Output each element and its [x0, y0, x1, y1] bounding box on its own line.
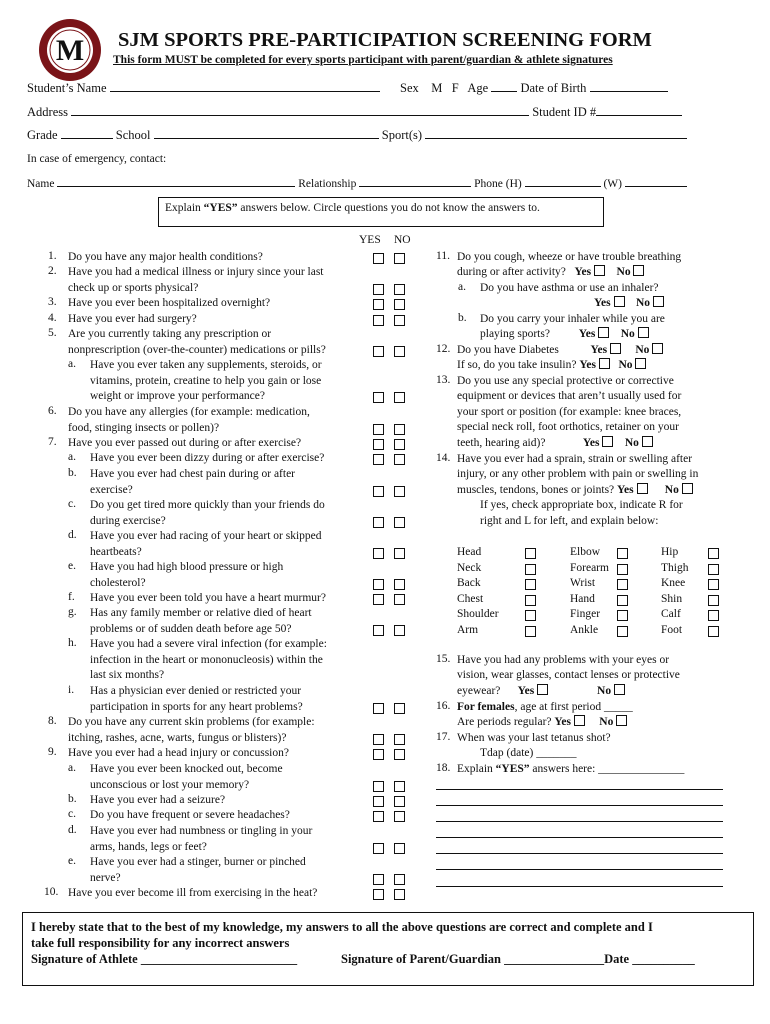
question-yes-checkbox[interactable] [373, 811, 384, 822]
phone-h-label: Phone (H) [474, 178, 522, 190]
q15-no-checkbox[interactable] [614, 684, 625, 695]
q12-yes-checkbox[interactable] [610, 343, 621, 354]
question-no-checkbox[interactable] [394, 734, 405, 745]
question-text: Has a physician ever denied or restricted your [90, 685, 302, 697]
contact-name-label: Name [27, 178, 55, 190]
body-part-checkbox[interactable] [617, 548, 628, 559]
q14-line-3: muscles, tendons, bones or joints? [457, 484, 615, 496]
question-no-checkbox[interactable] [394, 781, 405, 792]
body-part-label: Calf [661, 608, 681, 620]
body-part-checkbox[interactable] [708, 595, 719, 606]
relationship-label: Relationship [298, 178, 357, 190]
question-yes-checkbox[interactable] [373, 594, 384, 605]
answer-line[interactable] [436, 886, 723, 887]
question-number: b. [68, 467, 77, 479]
age-field[interactable] [491, 80, 517, 92]
phone-w-label: (W) [603, 178, 622, 190]
certification-line-2: take full responsibility for any incorrect answers [31, 936, 290, 950]
question-yes-checkbox[interactable] [373, 781, 384, 792]
body-part-label: Thigh [661, 561, 689, 574]
question-number: d. [68, 529, 77, 541]
q11b-text: Do you carry your inhaler while you are [480, 313, 665, 325]
q11b-text-2: playing sports? [480, 328, 550, 340]
question-number: g. [68, 606, 77, 618]
question-yes-checkbox[interactable] [373, 315, 384, 326]
question-no-checkbox[interactable] [394, 392, 405, 403]
sex-f-option[interactable]: F [451, 81, 459, 95]
age-label: Age [467, 81, 489, 95]
question-number: i. [68, 684, 75, 696]
question-number: b. [68, 793, 77, 805]
body-part-label: Neck [457, 561, 482, 574]
question-text: unconscious or lost your memory? [90, 778, 250, 791]
q13-line-2: equipment or devices that aren’t usually used for [457, 390, 682, 402]
q11b-number: b. [458, 312, 467, 324]
question-number: 8. [48, 715, 57, 727]
q12-insulin-yes-checkbox[interactable] [599, 358, 610, 369]
question-text: last six months? [90, 669, 165, 681]
body-part-label: Shin [661, 592, 683, 605]
phone-w-field[interactable] [625, 175, 687, 187]
q11a-yes-label: Yes [594, 297, 611, 309]
body-part-checkbox[interactable] [525, 564, 536, 575]
q11-yes-checkbox[interactable] [594, 265, 605, 276]
dob-field[interactable] [590, 80, 668, 92]
q12-no-checkbox[interactable] [652, 343, 663, 354]
q11a-no-label: No [636, 297, 651, 309]
question-no-checkbox[interactable] [394, 517, 405, 528]
q11a-yes-checkbox[interactable] [614, 296, 625, 307]
question-no-checkbox[interactable] [394, 346, 405, 357]
question-text: participation in sports for any heart problems? [90, 700, 303, 713]
body-part-checkbox[interactable] [708, 564, 719, 575]
parent-signature-field[interactable]: Signature of Parent/Guardian ________________Date __________ [341, 952, 695, 966]
question-yes-checkbox[interactable] [373, 346, 384, 357]
question-text: Have you ever had racing of your heart or skipped [90, 530, 322, 542]
body-part-checkbox[interactable] [708, 626, 719, 637]
question-yes-checkbox[interactable] [373, 284, 384, 295]
no-header: NO [394, 234, 411, 246]
yes-header: YES [359, 234, 381, 246]
question-number: 1. [48, 250, 57, 262]
q11-number: 11. [436, 250, 450, 262]
explain-suffix: answers below. Circle questions you do not know the answers to. [237, 202, 540, 214]
question-text: Are you currently taking any prescription or [68, 328, 272, 340]
question-text: Have you ever had surgery? [68, 313, 197, 325]
emergency-label: In case of emergency, contact: [27, 153, 167, 165]
question-yes-checkbox[interactable] [373, 625, 384, 636]
q14-yes-checkbox[interactable] [637, 483, 648, 494]
answer-line[interactable] [436, 869, 723, 870]
q16-yes-label: Yes [554, 716, 572, 728]
question-number: e. [68, 855, 76, 867]
q14-yes-label: Yes [617, 484, 634, 496]
q11b-no-label: No [620, 328, 635, 340]
q13-yes-checkbox[interactable] [602, 436, 613, 447]
q17-line-2: Tdap (date) _______ [480, 747, 577, 759]
question-no-checkbox[interactable] [394, 253, 405, 264]
body-part-label: Head [457, 546, 482, 558]
body-part-checkbox[interactable] [617, 595, 628, 606]
question-number: c. [68, 498, 76, 510]
question-yes-checkbox[interactable] [373, 703, 384, 714]
q15-line-1: Have you had any problems with your eyes or [457, 654, 670, 666]
q16-females-label: For females [457, 701, 515, 713]
body-part-label: Chest [457, 592, 484, 605]
address-field[interactable] [71, 104, 529, 116]
answer-line[interactable] [436, 837, 723, 838]
question-no-checkbox[interactable] [394, 548, 405, 559]
question-number: 2. [48, 265, 57, 277]
q15-number: 15. [436, 653, 451, 665]
q12-text-2: If so, do you take insulin? [457, 359, 577, 371]
question-yes-checkbox[interactable] [373, 548, 384, 559]
q18-suffix: answers here: _______________ [529, 763, 685, 775]
question-number: 10. [44, 886, 59, 898]
question-text: infection in the heart or mononucleosis) within the [90, 653, 323, 666]
question-number: d. [68, 824, 77, 836]
question-number: a. [68, 451, 76, 463]
athlete-signature-field[interactable]: Signature of Athlete _________________________ [31, 952, 298, 966]
dob-label: Date of Birth [520, 81, 587, 95]
question-no-checkbox[interactable] [394, 299, 405, 310]
q13-no-checkbox[interactable] [642, 436, 653, 447]
question-text: Have you had a medical illness or injury since your last [68, 266, 324, 278]
q15-yes-label: Yes [517, 685, 535, 697]
q11-no-label: No [616, 266, 631, 278]
question-yes-checkbox[interactable] [373, 749, 384, 760]
grade-label: Grade [27, 128, 58, 142]
q16-no-label: No [599, 716, 614, 728]
question-number: 9. [48, 746, 57, 758]
question-text: Have you ever had a stinger, burner or pinched [90, 856, 306, 868]
question-text: Have you ever been dizzy during or after exercise? [90, 452, 325, 464]
q16-no-checkbox[interactable] [616, 715, 627, 726]
question-yes-checkbox[interactable] [373, 734, 384, 745]
question-no-checkbox[interactable] [394, 796, 405, 807]
question-number: 5. [48, 327, 57, 339]
question-yes-checkbox[interactable] [373, 517, 384, 528]
body-part-checkbox[interactable] [525, 595, 536, 606]
q11-yes-label: Yes [574, 266, 592, 278]
explain-yes: “YES” [203, 202, 238, 214]
student-id-label: Student ID # [532, 105, 597, 119]
body-part-label: Ankle [570, 623, 599, 636]
q16-line-1: , age at first period _____ [514, 701, 633, 713]
question-text: during exercise? [90, 514, 166, 527]
question-text: nonprescription (over-the-counter) medications or pills? [68, 343, 326, 356]
question-no-checkbox[interactable] [394, 703, 405, 714]
q13-number: 13. [436, 374, 451, 386]
certification-line-1: I hereby state that to the best of my knowledge, my answers to all the above questions are correct and complete and I [31, 920, 653, 934]
body-part-checkbox[interactable] [617, 564, 628, 575]
page-subtitle: This form MUST be completed for every sports participant with parent/guardian & athlete signatures [113, 54, 613, 66]
q11b-yes-label: Yes [578, 328, 596, 340]
q11a-no-checkbox[interactable] [653, 296, 664, 307]
q16-line-2: Are periods regular? [457, 716, 552, 728]
question-number: 3. [48, 296, 57, 308]
q12-number: 12. [436, 343, 451, 355]
q17-number: 17. [436, 731, 451, 743]
question-number: c. [68, 808, 76, 820]
question-text: Have you had high blood pressure or high [90, 561, 284, 573]
q12-insulin-no-label: No [618, 359, 633, 371]
question-yes-checkbox[interactable] [373, 874, 384, 885]
question-number: 4. [48, 312, 57, 324]
question-number: a. [68, 358, 76, 370]
q11-no-checkbox[interactable] [633, 265, 644, 276]
q18-number: 18. [436, 762, 451, 774]
question-text: nerve? [90, 871, 121, 884]
contact-name-field[interactable] [57, 175, 295, 187]
question-no-checkbox[interactable] [394, 454, 405, 465]
q14-no-checkbox[interactable] [682, 483, 693, 494]
grade-field[interactable] [61, 127, 113, 139]
body-part-checkbox[interactable] [525, 548, 536, 559]
body-part-label: Finger [570, 608, 601, 620]
body-part-label: Hand [570, 592, 595, 605]
question-text: Has any family member or relative died of heart [90, 607, 312, 619]
question-yes-checkbox[interactable] [373, 579, 384, 590]
q14-line-2: injury, or any other problem with pain or swelling in [457, 468, 699, 480]
q12-insulin-yes-label: Yes [579, 359, 596, 371]
question-text: problems or of sudden death before age 50? [90, 622, 292, 635]
q13-no-label: No [624, 437, 639, 449]
question-no-checkbox[interactable] [394, 284, 405, 295]
answer-line[interactable] [436, 805, 723, 806]
sex-label: Sex [400, 81, 419, 95]
q14-number: 14. [436, 452, 451, 464]
question-text: itching, rashes, acne, warts, fungus or blisters)? [68, 731, 287, 744]
question-yes-checkbox[interactable] [373, 889, 384, 900]
q12-text: Do you have Diabetes [457, 344, 559, 356]
question-no-checkbox[interactable] [394, 889, 405, 900]
question-text: heartbeats? [90, 545, 142, 558]
question-text: Have you ever been hospitalized overnight? [68, 297, 271, 309]
question-number: h. [68, 637, 77, 649]
explain-box [158, 197, 604, 227]
sports-label: Sport(s) [381, 128, 423, 142]
question-no-checkbox[interactable] [394, 439, 405, 450]
school-label: School [115, 128, 151, 142]
body-part-checkbox[interactable] [708, 579, 719, 590]
body-part-label: Foot [661, 623, 683, 636]
question-text: weight or improve your performance? [90, 390, 265, 402]
question-number: f. [68, 591, 75, 603]
question-text: Have you had a severe viral infection (for example: [90, 638, 327, 650]
q16-number: 16. [436, 700, 451, 712]
question-text: Do you have frequent or severe headaches? [90, 809, 290, 821]
q18-prefix: Explain [457, 763, 496, 775]
answer-line[interactable] [436, 821, 723, 822]
q15-line-2: vision, wear glasses, contact lenses or protective [457, 669, 680, 681]
relationship-field[interactable] [359, 175, 471, 187]
school-field[interactable] [154, 127, 379, 139]
body-part-label: Back [457, 577, 481, 589]
q18-yes: “YES” [495, 763, 530, 775]
certification-box [22, 912, 754, 986]
q16-yes-checkbox[interactable] [574, 715, 585, 726]
question-no-checkbox[interactable] [394, 594, 405, 605]
body-part-label: Knee [661, 577, 686, 589]
q13-line-3: your sport or position (for example: knee braces, [457, 406, 682, 418]
body-part-label: Shoulder [457, 608, 499, 620]
question-text: Do you get tired more quickly than your friends do [90, 499, 325, 511]
question-yes-checkbox[interactable] [373, 253, 384, 264]
q12-insulin-no-checkbox[interactable] [635, 358, 646, 369]
question-yes-checkbox[interactable] [373, 424, 384, 435]
question-text: Have you ever had a seizure? [90, 794, 226, 806]
body-part-checkbox[interactable] [525, 610, 536, 621]
body-part-checkbox[interactable] [708, 548, 719, 559]
question-text: check up or sports physical? [68, 281, 199, 294]
question-number: e. [68, 560, 76, 572]
question-text: Have you ever been knocked out, become [90, 763, 283, 775]
question-no-checkbox[interactable] [394, 625, 405, 636]
question-text: Do you have any major health conditions? [68, 251, 263, 263]
question-text: Have you ever become ill from exercising in the heat? [68, 887, 318, 899]
question-no-checkbox[interactable] [394, 315, 405, 326]
address-label: Address [27, 105, 68, 119]
question-text: food, stinging insects or pollen)? [68, 421, 220, 434]
body-part-label: Elbow [570, 546, 601, 558]
body-part-checkbox[interactable] [617, 610, 628, 621]
student-id-field[interactable] [596, 104, 682, 116]
q11b-yes-checkbox[interactable] [598, 327, 609, 338]
student-name-label: Student’s Name [27, 81, 107, 95]
sports-field[interactable] [425, 127, 687, 139]
question-yes-checkbox[interactable] [373, 299, 384, 310]
q11-text: Do you cough, wheeze or have trouble breathing [457, 251, 682, 263]
body-part-label: Arm [457, 623, 479, 636]
q15-no-label: No [597, 685, 612, 697]
school-logo [38, 18, 102, 82]
question-no-checkbox[interactable] [394, 486, 405, 497]
body-part-checkbox[interactable] [525, 579, 536, 590]
question-number: 6. [48, 405, 57, 417]
answer-line[interactable] [436, 789, 723, 790]
explain-prefix: Explain [165, 202, 204, 214]
q13-line-1: Do you use any special protective or corrective [457, 375, 674, 387]
question-no-checkbox[interactable] [394, 811, 405, 822]
logo-letter: M [55, 34, 85, 67]
question-no-checkbox[interactable] [394, 874, 405, 885]
question-text: Have you ever had numbness or tingling in your [90, 825, 313, 837]
question-yes-checkbox[interactable] [373, 486, 384, 497]
question-yes-checkbox[interactable] [373, 439, 384, 450]
q14-line-1: Have you ever had a sprain, strain or swelling after [457, 453, 693, 465]
question-text: Have you ever had chest pain during or after [90, 468, 296, 480]
question-text: Have you ever passed out during or after exercise? [68, 437, 302, 449]
q14-note-1: If yes, check appropriate box, indicate R for [480, 499, 683, 511]
body-part-checkbox[interactable] [617, 626, 628, 637]
body-part-checkbox[interactable] [525, 626, 536, 637]
question-yes-checkbox[interactable] [373, 796, 384, 807]
q11a-number: a. [458, 281, 466, 293]
phone-h-field[interactable] [525, 175, 601, 187]
question-no-checkbox[interactable] [394, 843, 405, 854]
q17-line-1: When was your last tetanus shot? [457, 732, 611, 744]
question-number: a. [68, 762, 76, 774]
body-part-label: Forearm [570, 561, 609, 574]
question-text: Do you have any allergies (for example: medication, [68, 406, 310, 418]
q12-no-label: No [635, 344, 650, 356]
body-part-label: Wrist [570, 577, 596, 589]
question-no-checkbox[interactable] [394, 424, 405, 435]
question-no-checkbox[interactable] [394, 579, 405, 590]
sex-m-option[interactable]: M [431, 81, 443, 95]
q12-yes-label: Yes [590, 344, 608, 356]
q15-line-3: eyewear? [457, 685, 501, 697]
question-text: arms, hands, legs or feet? [90, 840, 207, 853]
body-part-checkbox[interactable] [708, 610, 719, 621]
question-text: Have you ever had a head injury or concussion? [68, 747, 289, 759]
q14-note-2: right and L for left, and explain below: [480, 515, 659, 527]
question-yes-checkbox[interactable] [373, 454, 384, 465]
q11-text-2: during or after activity? [457, 266, 566, 278]
question-yes-checkbox[interactable] [373, 843, 384, 854]
q11a-text: Do you have asthma or use an inhaler? [480, 282, 659, 294]
question-text: cholesterol? [90, 576, 146, 589]
question-text: Do you have any current skin problems (for example: [68, 716, 315, 728]
body-part-checkbox[interactable] [617, 579, 628, 590]
question-text: exercise? [90, 483, 133, 496]
question-text: Have you ever been told you have a heart murmur? [90, 592, 326, 604]
body-part-label: Hip [661, 546, 679, 558]
q13-line-5: teeth, hearing aid)? [457, 437, 546, 449]
q11b-no-checkbox[interactable] [638, 327, 649, 338]
question-text: Have you ever taken any supplements, steroids, or [90, 359, 322, 371]
question-no-checkbox[interactable] [394, 749, 405, 760]
q15-yes-checkbox[interactable] [537, 684, 548, 695]
q13-yes-label: Yes [582, 437, 600, 449]
q13-line-4: special neck roll, foot orthotics, retainer on your [457, 421, 679, 433]
q14-no-label: No [664, 484, 679, 496]
page-title: SJM SPORTS PRE-PARTICIPATION SCREENING FORM [118, 29, 652, 51]
student-name-field[interactable] [110, 80, 380, 92]
question-text: vitamins, protein, creatine to help you gain or lose [90, 374, 322, 387]
answer-line[interactable] [436, 853, 723, 854]
question-number: 7. [48, 436, 57, 448]
question-yes-checkbox[interactable] [373, 392, 384, 403]
